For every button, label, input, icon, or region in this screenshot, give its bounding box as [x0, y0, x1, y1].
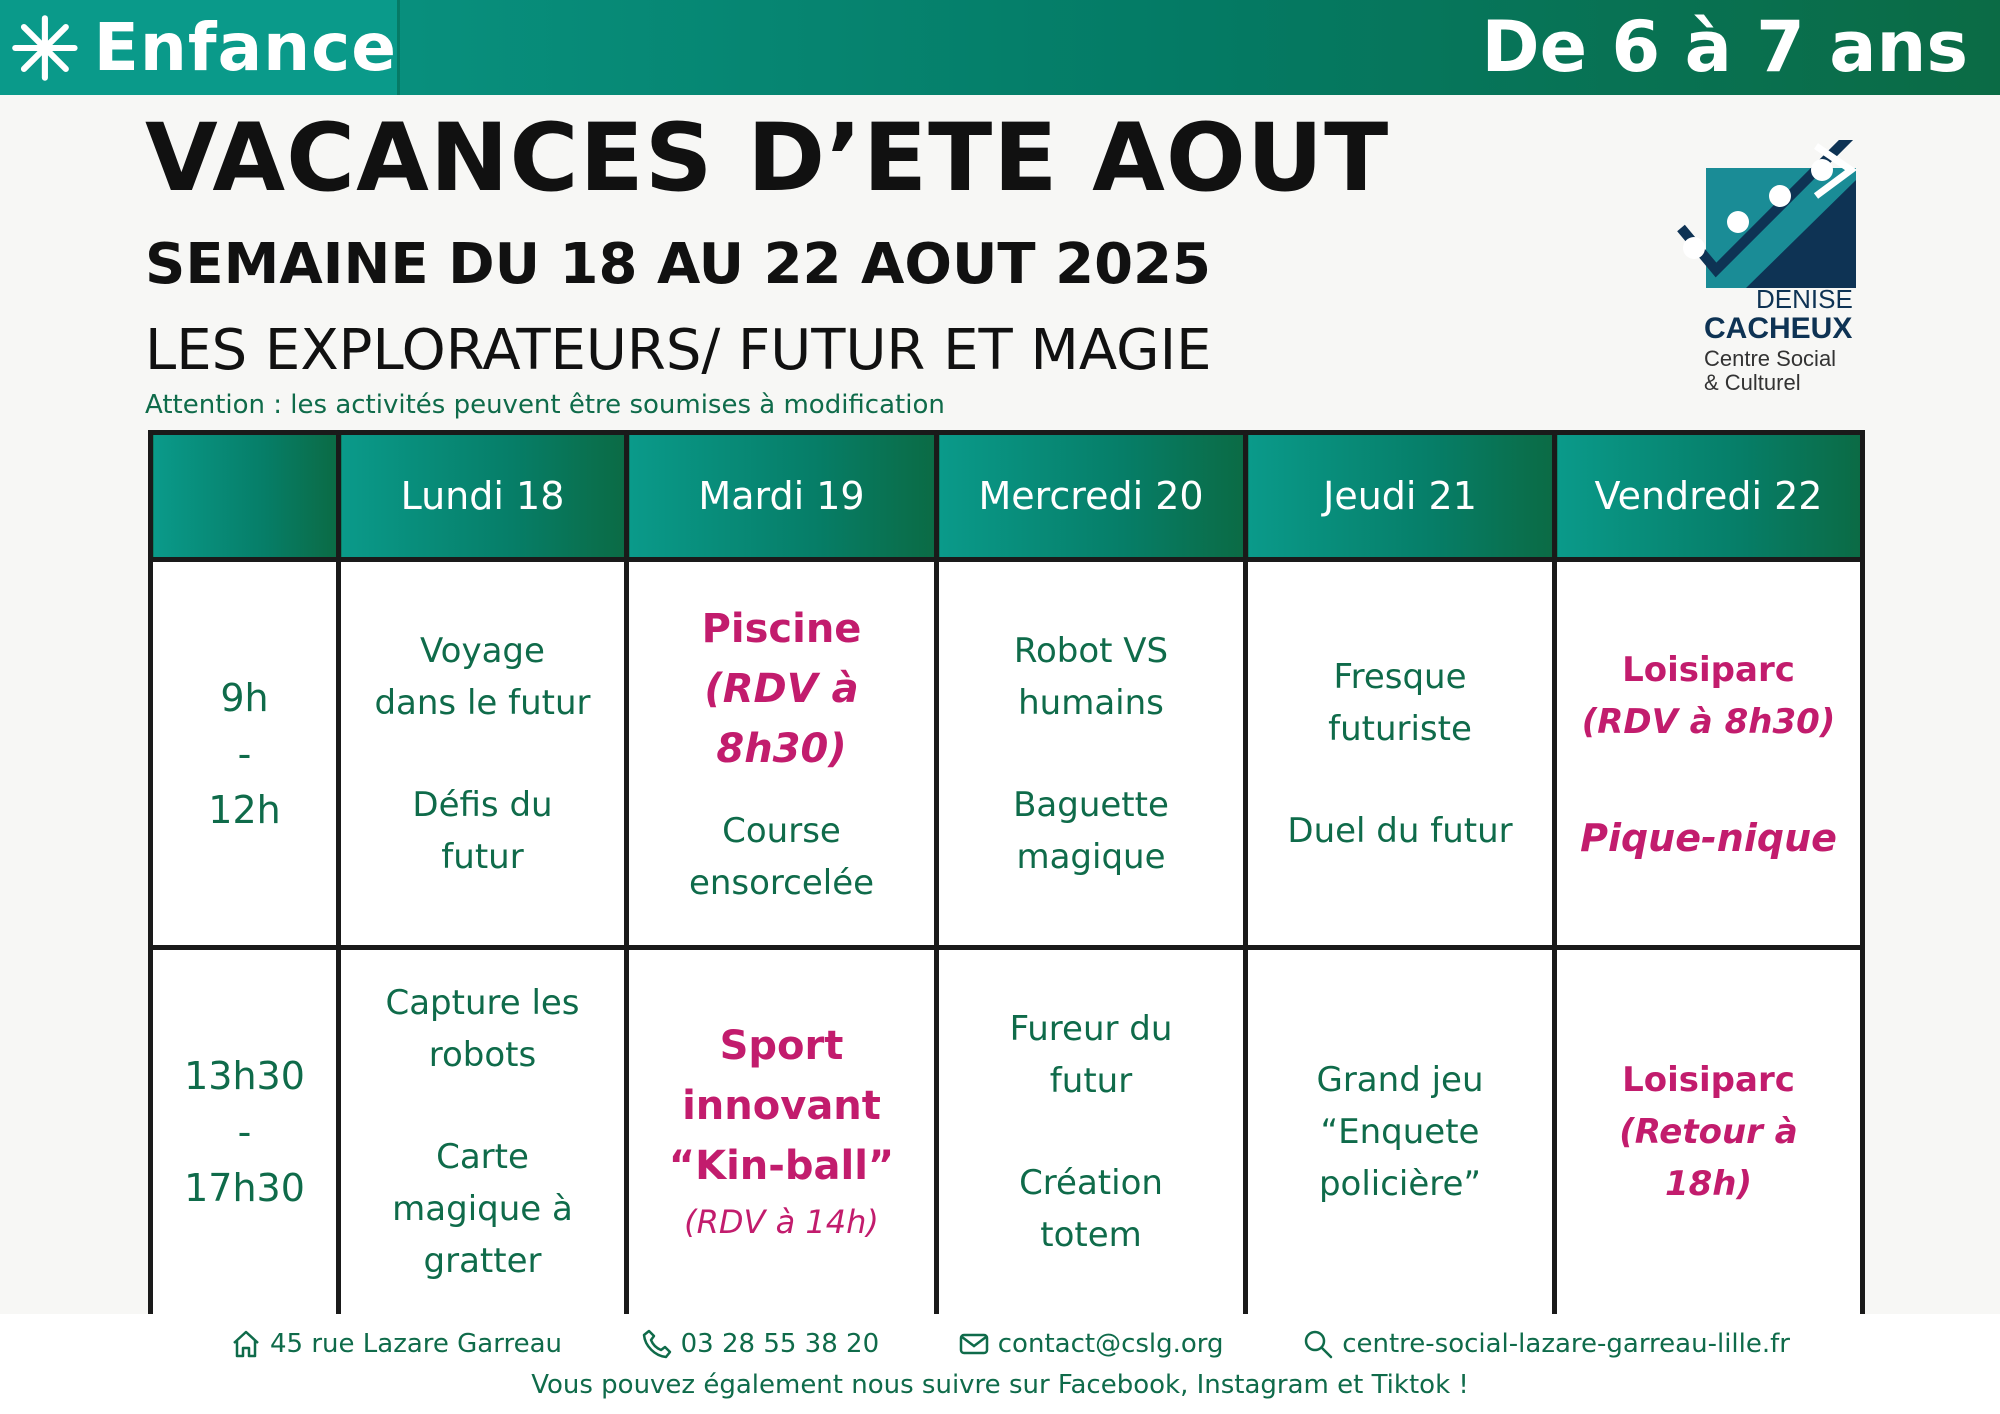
category-label: Enfance [93, 9, 397, 86]
search-icon [1302, 1328, 1334, 1360]
time-slot-afternoon [151, 948, 339, 1317]
day-header-vendredi: Vendredi 22 [1555, 433, 1863, 560]
modification-notice: Attention : les activités peuvent être soumises à modification [145, 390, 945, 420]
logo-line-3: Centre Social [1704, 346, 1837, 371]
activity-text: humains [1018, 682, 1164, 723]
address-text: 45 rue Lazare Garreau [270, 1329, 562, 1359]
activity-return: 18h) [1664, 1164, 1753, 1204]
activity-text: Robot VS [1013, 630, 1169, 671]
activity-outing: Loisiparc [1622, 649, 1795, 690]
activity-text: futur [441, 836, 524, 877]
time-start: 9h [220, 675, 269, 720]
activity-text: ensorcelée [688, 862, 875, 903]
phone-text[interactable]: 03 28 55 38 20 [680, 1329, 880, 1359]
activity-text: “Enquete [1320, 1112, 1480, 1152]
activity-text: policière” [1318, 1164, 1482, 1204]
week-subtitle: SEMAINE DU 18 AU 22 AOUT 2025 [145, 232, 1211, 297]
activity-text: Duel du futur [1287, 810, 1513, 851]
home-icon [230, 1328, 262, 1360]
email-text[interactable]: contact@cslg.org [997, 1329, 1224, 1359]
schedule-header-row [151, 433, 1863, 560]
activity-text: Carte [436, 1137, 529, 1177]
activity-rdv: (RDV à 8h30) [1581, 701, 1836, 742]
time-slot-morning [151, 560, 339, 948]
time-end: 17h30 [184, 1166, 305, 1210]
activity-outing: innovant [682, 1083, 881, 1129]
morning-row [151, 560, 1863, 948]
activity-text: dans le futur [374, 682, 591, 723]
time-start: 13h30 [184, 1054, 305, 1098]
activity-text: Capture les [385, 983, 580, 1023]
mail-icon [958, 1328, 990, 1360]
activity-text: futuriste [1328, 708, 1472, 749]
day-header-mardi: Mardi 19 [627, 433, 937, 560]
logo-line-2: CACHEUX [1704, 312, 1853, 345]
phone-icon [641, 1328, 673, 1360]
activity-text: Voyage [420, 630, 545, 671]
corner-cell [151, 433, 339, 560]
social-follow-text: Vous pouvez également nous suivre sur Facebook, Instagram et Tiktok ! [531, 1370, 1469, 1400]
time-separator: - [237, 1110, 252, 1154]
activity-text: Fresque [1333, 656, 1467, 697]
activity-outing: “Kin-ball” [668, 1143, 895, 1189]
activity-text: Course [722, 810, 841, 851]
activity-text: futur [1049, 1061, 1133, 1101]
activity-outing: Sport [719, 1023, 844, 1069]
activity-text: Baguette [1013, 784, 1169, 825]
category-badge [0, 0, 400, 95]
schedule-table [148, 430, 1865, 1319]
day-header-lundi: Lundi 18 [339, 433, 627, 560]
activity-cell-jeudi-morning [1246, 560, 1555, 948]
activity-cell-mercredi-morning [937, 560, 1246, 948]
activity-cell-lundi-morning [339, 560, 627, 948]
activity-text: gratter [423, 1241, 542, 1281]
page-title: VACANCES D’ETE AOUT [145, 104, 1390, 213]
activity-text: robots [428, 1035, 537, 1075]
theme-title: LES EXPLORATEURS/ FUTUR ET MAGIE [145, 318, 1212, 383]
age-range: De 6 à 7 ans [1481, 6, 1968, 88]
email-contact[interactable] [958, 1328, 1224, 1360]
activity-rdv: 8h30) [716, 725, 847, 772]
centre-logo [1676, 140, 1866, 400]
logo-line-1: DENISE [1756, 284, 1853, 314]
activity-picnic: Pique-nique [1580, 815, 1837, 860]
contact-bar [230, 1328, 1790, 1360]
activity-cell-lundi-afternoon [339, 948, 627, 1317]
activity-cell-mardi-afternoon [627, 948, 937, 1317]
activity-outing: Loisiparc [1622, 1060, 1795, 1100]
activity-outing: Piscine [701, 605, 862, 652]
activity-text: magique à [392, 1189, 573, 1229]
activity-return: (Retour à [1619, 1112, 1798, 1152]
time-separator: - [237, 731, 252, 776]
activity-text: Fureur du [1009, 1009, 1173, 1049]
afternoon-row [151, 948, 1863, 1317]
website-text[interactable]: centre-social-lazare-garreau-lille.fr [1342, 1329, 1790, 1359]
time-end: 12h [208, 787, 281, 832]
logo-line-4: & Culturel [1704, 370, 1801, 395]
activity-cell-jeudi-afternoon [1246, 948, 1555, 1317]
activity-text: Création [1019, 1163, 1163, 1203]
activity-text: totem [1040, 1215, 1142, 1255]
activity-cell-vendredi-afternoon [1555, 948, 1863, 1317]
phone-contact[interactable] [641, 1328, 879, 1360]
activity-text: Défis du [412, 784, 553, 825]
activity-text: magique [1016, 836, 1166, 877]
day-header-jeudi: Jeudi 21 [1246, 433, 1555, 560]
logo-mark-icon [1676, 140, 1866, 290]
day-header-mercredi: Mercredi 20 [937, 433, 1246, 560]
website-contact[interactable] [1302, 1328, 1790, 1360]
sparkle-icon [10, 10, 80, 86]
activity-cell-mardi-morning [627, 560, 937, 948]
address-contact [230, 1328, 562, 1360]
activity-cell-mercredi-afternoon [937, 948, 1246, 1317]
activity-cell-vendredi-morning [1555, 560, 1863, 948]
activity-rdv: (RDV à 14h) [684, 1203, 879, 1241]
activity-rdv: (RDV à [704, 665, 859, 712]
activity-text: Grand jeu [1316, 1060, 1484, 1100]
